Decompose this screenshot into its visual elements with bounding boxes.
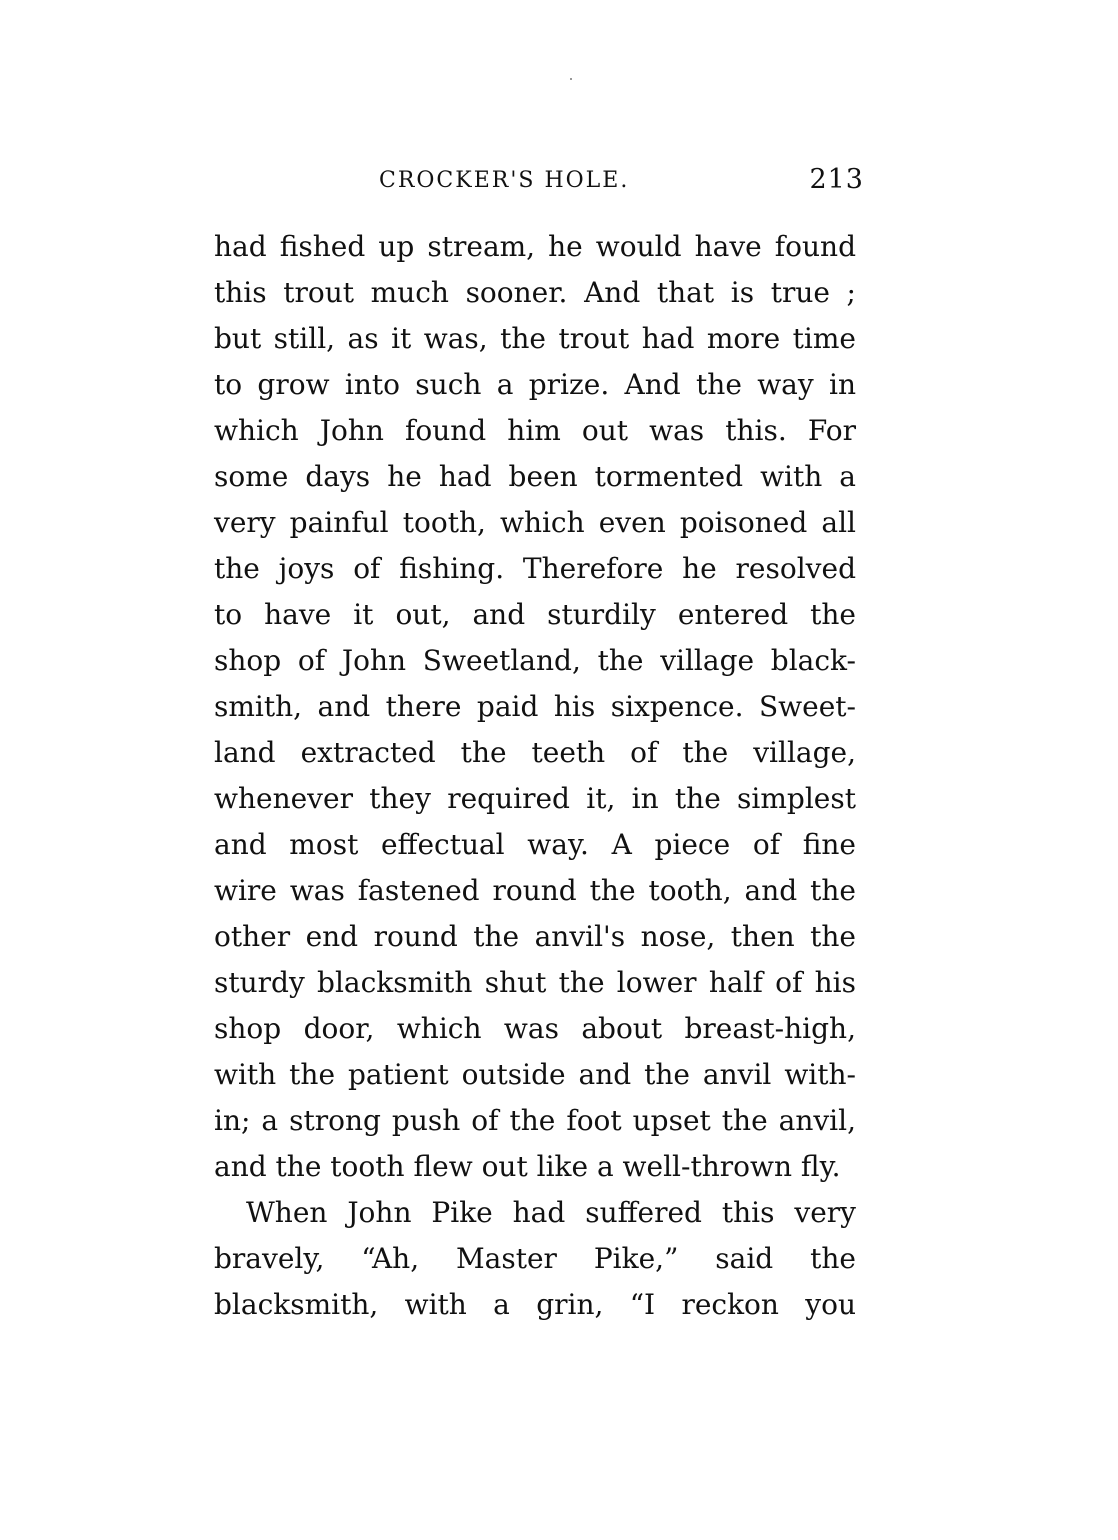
- text-line: shop of John Sweetland, the village black-: [214, 644, 856, 677]
- text-line: had fished up stream, he would have found: [214, 230, 856, 263]
- text-line: which John found him out was this. For: [214, 414, 856, 447]
- text-line: shop door, which was about breast-high,: [214, 1012, 856, 1045]
- text-line: and the tooth flew out like a well-thrown fly.: [214, 1150, 841, 1183]
- running-title: CROCKER'S HOLE.: [379, 168, 630, 193]
- text-line: with the patient outside and the anvil with-: [214, 1058, 856, 1091]
- text-line: bravely, “Ah, Master Pike,” said the: [214, 1242, 856, 1275]
- text-line: other end round the anvil's nose, then the: [214, 920, 856, 953]
- text-line: to have it out, and sturdily entered the: [214, 598, 856, 631]
- text-line: some days he had been tormented with a: [214, 460, 856, 493]
- text-line: to grow into such a prize. And the way in: [214, 368, 856, 401]
- text-line: land extracted the teeth of the village,: [214, 736, 856, 769]
- scan-speck: [570, 78, 572, 80]
- page-number: 213: [809, 164, 864, 195]
- text-line: wire was fastened round the tooth, and the: [214, 874, 856, 907]
- paragraph-1: [214, 224, 856, 1190]
- text-line: in; a strong push of the foot upset the anvil,: [214, 1104, 856, 1137]
- body-text: [214, 224, 856, 1328]
- text-line: whenever they required it, in the simplest: [214, 782, 856, 815]
- text-line: this trout much sooner. And that is true ;: [214, 276, 856, 309]
- running-head: [214, 164, 864, 208]
- text-line: When John Pike had suffered this very: [246, 1196, 856, 1229]
- text-line: sturdy blacksmith shut the lower half of his: [214, 966, 856, 999]
- text-line: the joys of fishing. Therefore he resolved: [214, 552, 856, 585]
- paragraph-2: [214, 1190, 856, 1328]
- text-line: blacksmith, with a grin, “I reckon you: [214, 1288, 856, 1321]
- text-line: and most effectual way. A piece of fine: [214, 828, 856, 861]
- text-line: very painful tooth, which even poisoned all: [214, 506, 856, 539]
- text-line: but still, as it was, the trout had more time: [214, 322, 856, 355]
- text-line: smith, and there paid his sixpence. Sweet-: [214, 690, 856, 723]
